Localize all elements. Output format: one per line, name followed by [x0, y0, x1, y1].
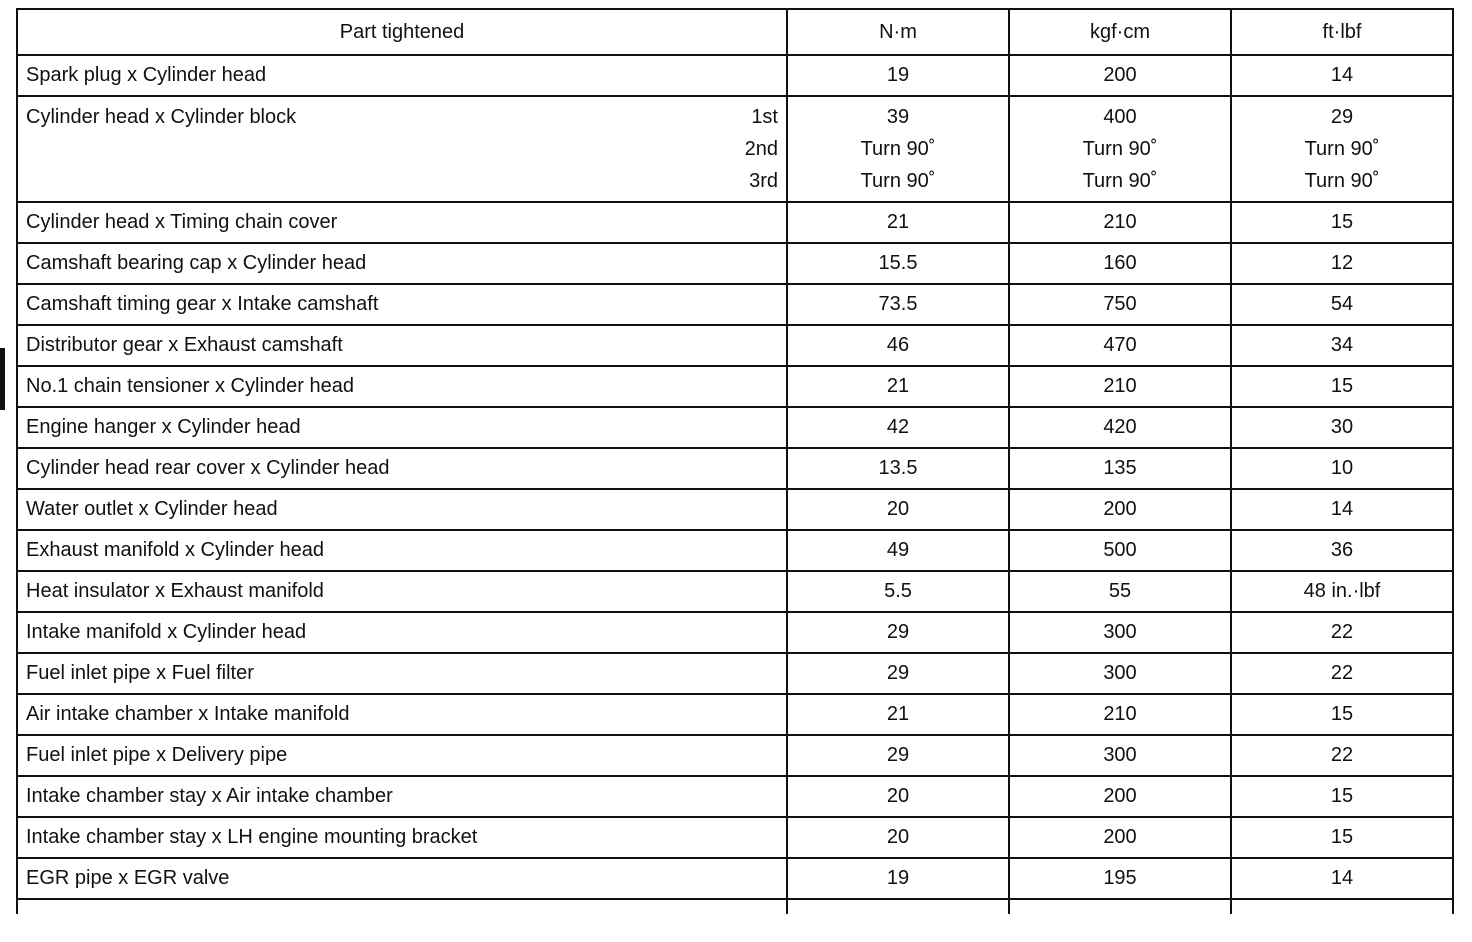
- part-cell: Air intake chamber x Intake manifold: [17, 694, 787, 735]
- kgf-cell: 200: [1009, 817, 1231, 858]
- kgf-cell: 200: [1009, 489, 1231, 530]
- ft-cell: 22: [1231, 653, 1453, 694]
- nm-cell: 13.5: [787, 448, 1009, 489]
- table-row-cutoff: [17, 899, 1453, 914]
- kgf-cell: 135: [1009, 448, 1231, 489]
- table-row: [17, 530, 1453, 571]
- header-nm: N·m: [787, 9, 1009, 55]
- ft-cell: 14: [1231, 489, 1453, 530]
- kgf-step-value: 400: [1103, 106, 1137, 128]
- table-row-multistep: [17, 96, 1453, 202]
- ft-cell: 22: [1231, 735, 1453, 776]
- part-cell: Intake chamber stay x LH engine mounting bracket: [17, 817, 787, 858]
- nm-cell: [787, 96, 1009, 202]
- ft-cell: 14: [1231, 55, 1453, 96]
- part-cell: Cylinder head rear cover x Cylinder head: [17, 448, 787, 489]
- nm-cell: 49: [787, 530, 1009, 571]
- kgf-cell: 200: [1009, 776, 1231, 817]
- nm-cell: 29: [787, 612, 1009, 653]
- part-cell: [17, 96, 787, 202]
- table-row: [17, 571, 1453, 612]
- table-row: [17, 448, 1453, 489]
- ft-cell: 10: [1231, 448, 1453, 489]
- kgf-cell: 420: [1009, 407, 1231, 448]
- torque-spec-table: [16, 8, 1454, 914]
- ft-step-value: Turn 90˚: [1304, 138, 1380, 160]
- ft-cell: 15: [1231, 694, 1453, 735]
- table-header-row: [17, 9, 1453, 55]
- table-row: [17, 489, 1453, 530]
- part-cell: Exhaust manifold x Cylinder head: [17, 530, 787, 571]
- nm-step-value: Turn 90˚: [860, 170, 936, 192]
- nm-cell: 42: [787, 407, 1009, 448]
- kgf-cell: 300: [1009, 612, 1231, 653]
- nm-cell: 21: [787, 202, 1009, 243]
- part-cell: Water outlet x Cylinder head: [17, 489, 787, 530]
- kgf-cell: 750: [1009, 284, 1231, 325]
- part-cell: Intake chamber stay x Air intake chamber: [17, 776, 787, 817]
- kgf-cell: [1009, 96, 1231, 202]
- empty-cell: [1231, 899, 1453, 914]
- ft-cell: 15: [1231, 817, 1453, 858]
- table-row: [17, 366, 1453, 407]
- ft-cell: 30: [1231, 407, 1453, 448]
- part-cell: Camshaft timing gear x Intake camshaft: [17, 284, 787, 325]
- part-cell: Heat insulator x Exhaust manifold: [17, 571, 787, 612]
- ft-step-value: 29: [1330, 106, 1354, 128]
- nm-step-value: Turn 90˚: [860, 138, 936, 160]
- nm-cell: 21: [787, 366, 1009, 407]
- ft-cell: 12: [1231, 243, 1453, 284]
- part-cell: Cylinder head x Timing chain cover: [17, 202, 787, 243]
- kgf-step-value: Turn 90˚: [1082, 138, 1158, 160]
- table-row: [17, 653, 1453, 694]
- nm-cell: 73.5: [787, 284, 1009, 325]
- nm-cell: 29: [787, 653, 1009, 694]
- kgf-cell: 210: [1009, 366, 1231, 407]
- table-row: [17, 776, 1453, 817]
- kgf-cell: 300: [1009, 735, 1231, 776]
- ft-cell: 34: [1231, 325, 1453, 366]
- table-row: [17, 858, 1453, 899]
- ft-cell: 54: [1231, 284, 1453, 325]
- table-row: [17, 735, 1453, 776]
- part-cell: Fuel inlet pipe x Fuel filter: [17, 653, 787, 694]
- empty-cell: [1009, 899, 1231, 914]
- table-row: [17, 817, 1453, 858]
- ft-cell: 15: [1231, 776, 1453, 817]
- nm-cell: 46: [787, 325, 1009, 366]
- nm-cell: 19: [787, 858, 1009, 899]
- kgf-cell: 500: [1009, 530, 1231, 571]
- kgf-cell: 160: [1009, 243, 1231, 284]
- ft-cell: 48 in.·lbf: [1231, 571, 1453, 612]
- step-label: 2nd: [744, 138, 778, 160]
- ft-cell: [1231, 96, 1453, 202]
- margin-marker-bar: [0, 348, 5, 410]
- ft-cell: 15: [1231, 202, 1453, 243]
- ft-cell: 14: [1231, 858, 1453, 899]
- ft-cell: 36: [1231, 530, 1453, 571]
- kgf-step-value: Turn 90˚: [1082, 170, 1158, 192]
- kgf-cell: 210: [1009, 202, 1231, 243]
- nm-cell: 20: [787, 776, 1009, 817]
- part-cell: Spark plug x Cylinder head: [17, 55, 787, 96]
- table-row: [17, 55, 1453, 96]
- ft-cell: 22: [1231, 612, 1453, 653]
- nm-cell: 21: [787, 694, 1009, 735]
- empty-cell: [787, 899, 1009, 914]
- kgf-cell: 55: [1009, 571, 1231, 612]
- table-row: [17, 202, 1453, 243]
- table-row: [17, 407, 1453, 448]
- header-kgf: kgf·cm: [1009, 9, 1231, 55]
- empty-cell: [17, 899, 787, 914]
- nm-cell: 20: [787, 489, 1009, 530]
- table-row: [17, 284, 1453, 325]
- kgf-cell: 300: [1009, 653, 1231, 694]
- part-cell: Fuel inlet pipe x Delivery pipe: [17, 735, 787, 776]
- nm-cell: 29: [787, 735, 1009, 776]
- part-cell: Intake manifold x Cylinder head: [17, 612, 787, 653]
- part-cell: Camshaft bearing cap x Cylinder head: [17, 243, 787, 284]
- table-row: [17, 612, 1453, 653]
- nm-cell: 19: [787, 55, 1009, 96]
- table-row: [17, 243, 1453, 284]
- header-ft: ft·lbf: [1231, 9, 1453, 55]
- part-cell: EGR pipe x EGR valve: [17, 858, 787, 899]
- kgf-cell: 195: [1009, 858, 1231, 899]
- header-part: Part tightened: [17, 9, 787, 55]
- step-list: [745, 101, 778, 197]
- step-label: 3rd: [749, 170, 778, 192]
- nm-step-value: 39: [886, 106, 910, 128]
- kgf-cell: 470: [1009, 325, 1231, 366]
- kgf-cell: 210: [1009, 694, 1231, 735]
- part-cell: Distributor gear x Exhaust camshaft: [17, 325, 787, 366]
- nm-cell: 5.5: [787, 571, 1009, 612]
- ft-cell: 15: [1231, 366, 1453, 407]
- kgf-cell: 200: [1009, 55, 1231, 96]
- part-label: Cylinder head x Cylinder block: [26, 106, 297, 128]
- part-cell: No.1 chain tensioner x Cylinder head: [17, 366, 787, 407]
- table-row: [17, 694, 1453, 735]
- step-label: 1st: [751, 106, 778, 128]
- nm-cell: 15.5: [787, 243, 1009, 284]
- nm-cell: 20: [787, 817, 1009, 858]
- table-row: [17, 325, 1453, 366]
- ft-step-value: Turn 90˚: [1304, 170, 1380, 192]
- part-cell: Engine hanger x Cylinder head: [17, 407, 787, 448]
